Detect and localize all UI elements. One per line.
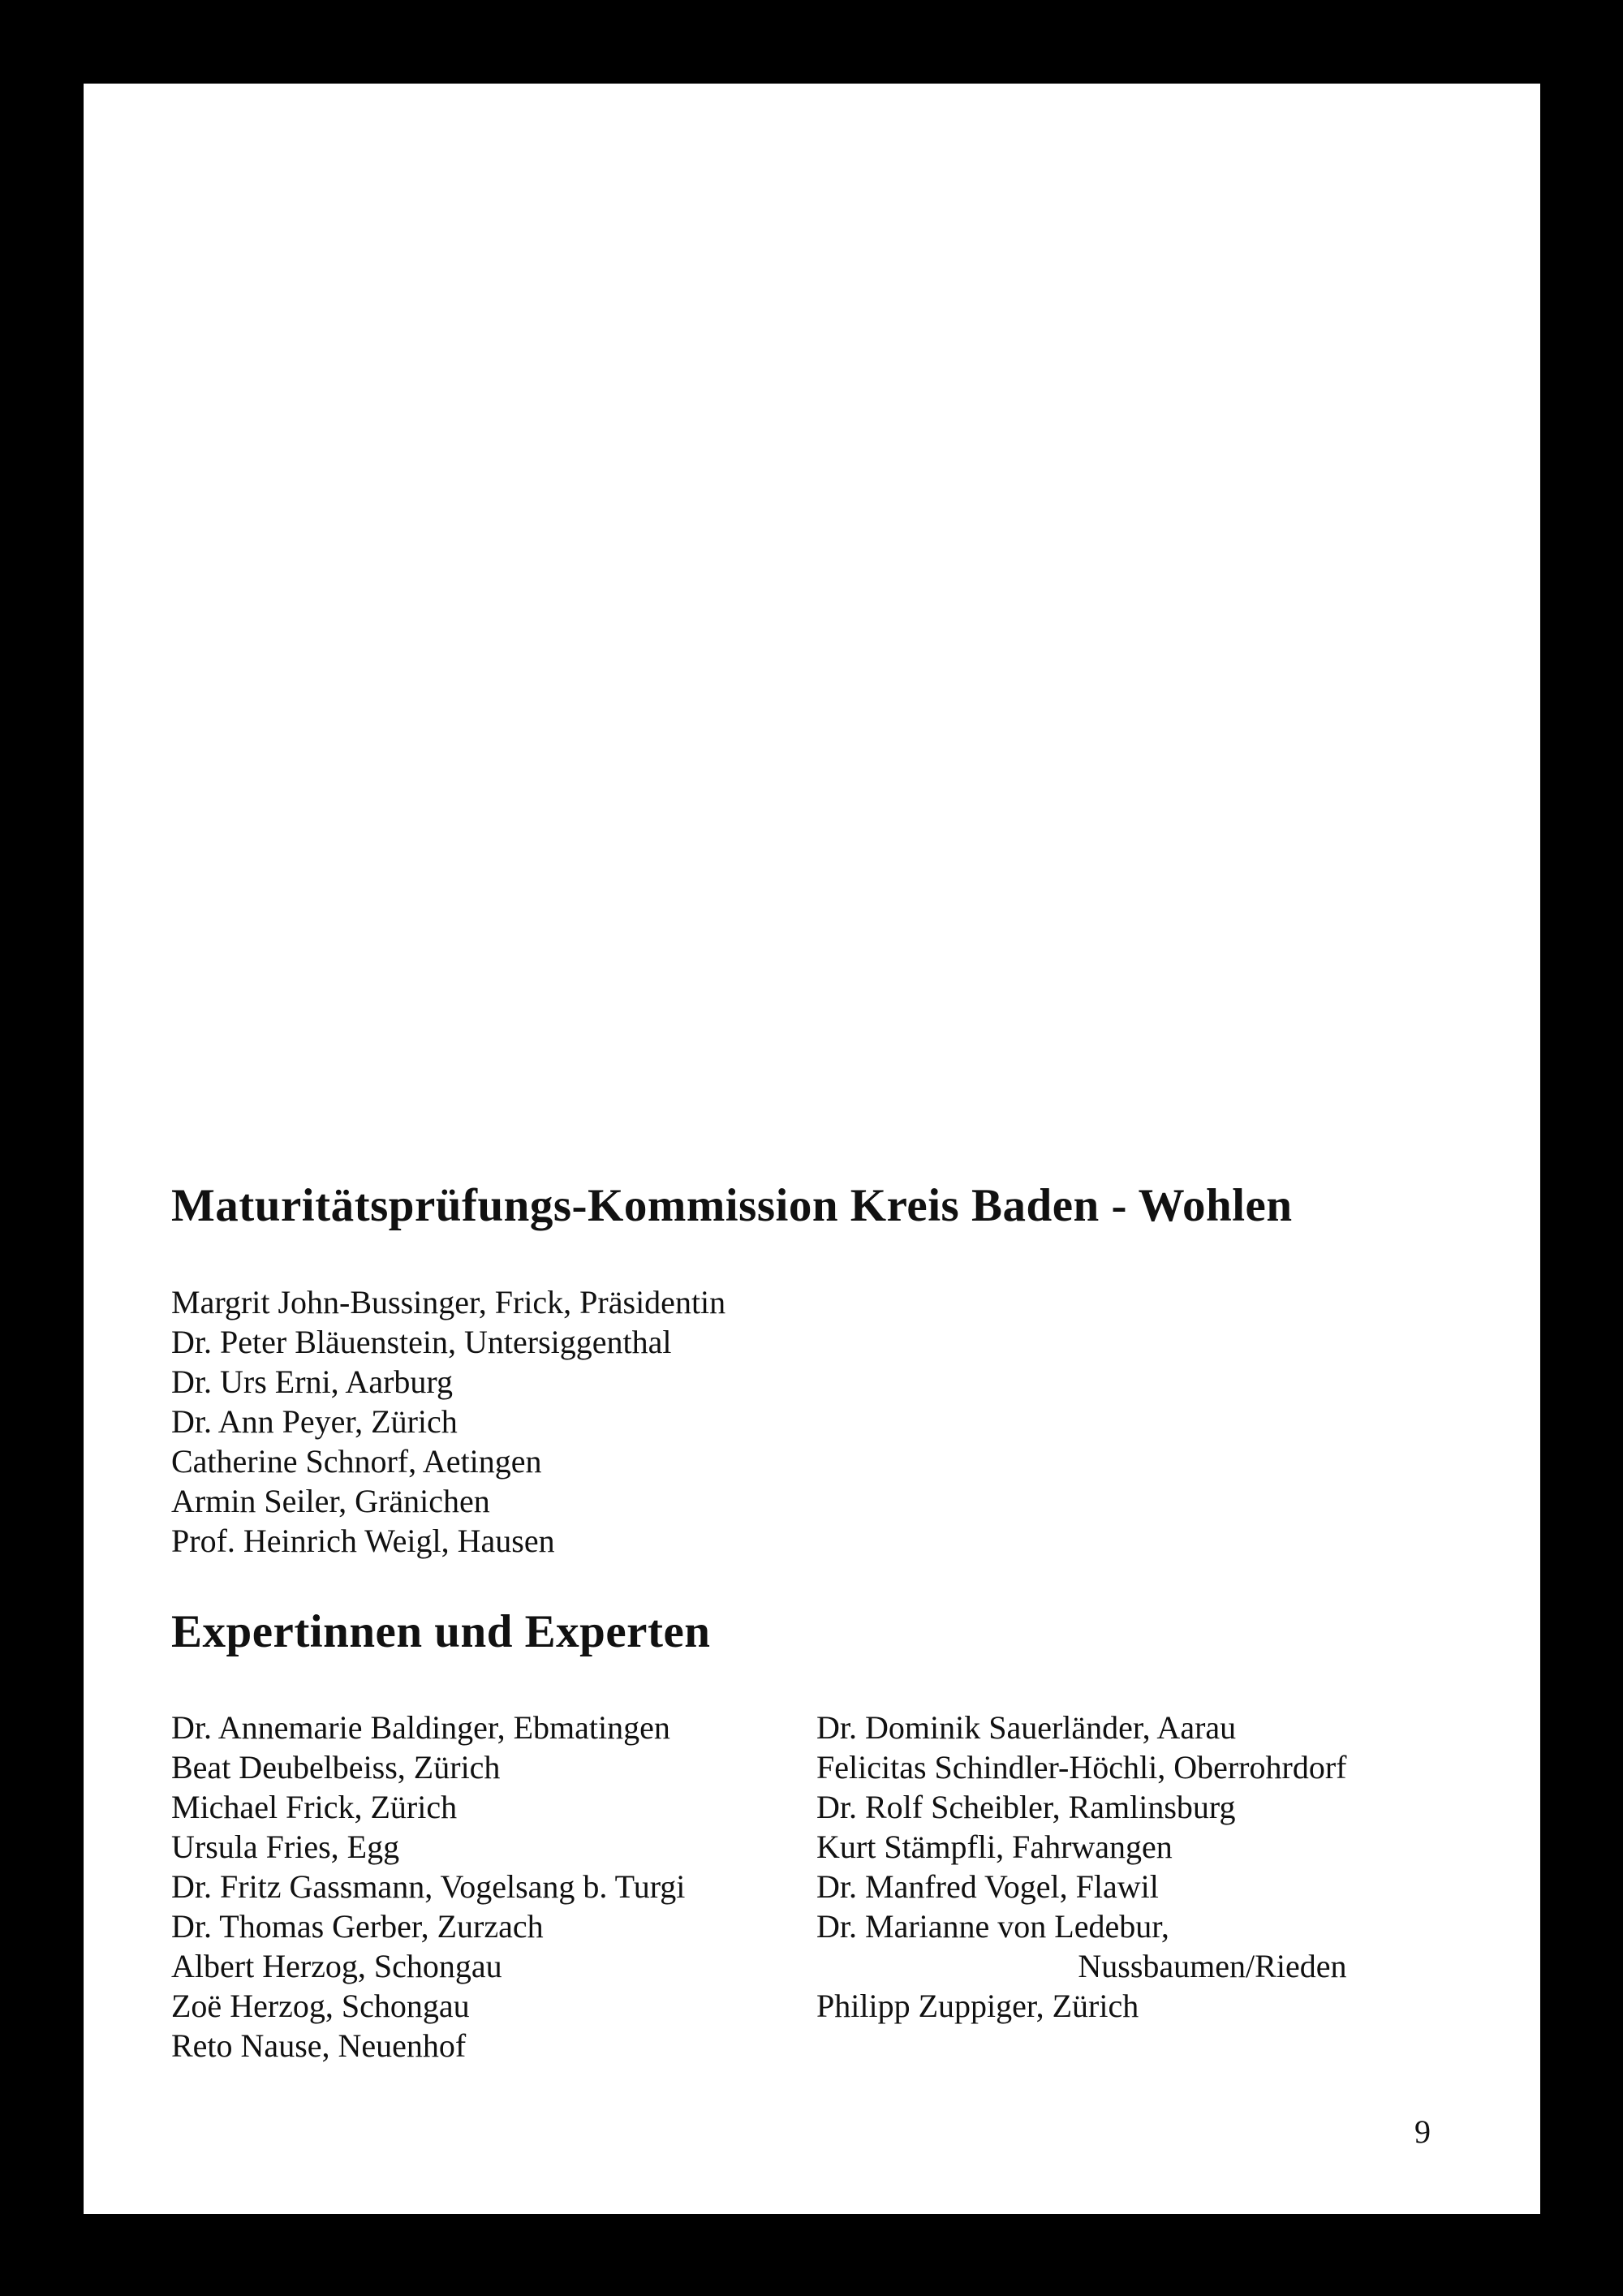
- list-item: Dr. Urs Erni, Aarburg: [171, 1363, 453, 1400]
- list-item: Armin Seiler, Gränichen: [171, 1483, 490, 1519]
- experten-right-column: [816, 1708, 1346, 2026]
- experten-heading: Expertinnen und Experten: [171, 1606, 711, 1657]
- list-item: Dr. Dominik Sauerländer, Aarau: [816, 1709, 1237, 1746]
- list-item: Dr. Annemarie Baldinger, Ebmatingen: [171, 1709, 670, 1746]
- list-item: Catherine Schnorf, Aetingen: [171, 1443, 542, 1480]
- kommission-member-list: [171, 1282, 725, 1561]
- list-item: Dr. Thomas Gerber, Zurzach: [171, 1908, 544, 1945]
- kommission-heading: Maturitätsprüfungs-Kommission Kreis Baden - Wohlen: [171, 1180, 1293, 1231]
- list-item: Dr. Ann Peyer, Zürich: [171, 1403, 458, 1440]
- list-item: Prof. Heinrich Weigl, Hausen: [171, 1523, 555, 1559]
- list-item: Albert Herzog, Schongau: [171, 1948, 502, 1984]
- list-item: Margrit John-Bussinger, Frick, Präsidentin: [171, 1284, 726, 1320]
- list-item: Dr. Fritz Gassmann, Vogelsang b. Turgi: [171, 1868, 686, 1905]
- list-item: Beat Deubelbeiss, Zürich: [171, 1749, 501, 1786]
- list-item: Felicitas Schindler-Höchli, Oberrohrdorf: [816, 1749, 1347, 1786]
- experten-left-column: [171, 1708, 685, 2066]
- list-item: Reto Nause, Neuenhof: [171, 2027, 467, 2064]
- list-item-continuation: Nussbaumen/Rieden: [1078, 1948, 1347, 1984]
- document-page: [84, 84, 1540, 2214]
- list-item: Ursula Fries, Egg: [171, 1829, 400, 1865]
- list-item: Michael Frick, Zürich: [171, 1789, 458, 1825]
- list-item: Philipp Zuppiger, Zürich: [816, 1988, 1139, 2024]
- list-item: Dr. Manfred Vogel, Flawil: [816, 1868, 1159, 1905]
- list-item: Zoë Herzog, Schongau: [171, 1988, 470, 2024]
- list-item: Dr. Marianne von Ledebur,: [816, 1908, 1169, 1945]
- list-item: Kurt Stämpfli, Fahrwangen: [816, 1829, 1173, 1865]
- page-number: 9: [1414, 2113, 1431, 2150]
- list-item: Dr. Peter Bläuenstein, Untersiggenthal: [171, 1324, 672, 1360]
- list-item: Dr. Rolf Scheibler, Ramlinsburg: [816, 1789, 1236, 1825]
